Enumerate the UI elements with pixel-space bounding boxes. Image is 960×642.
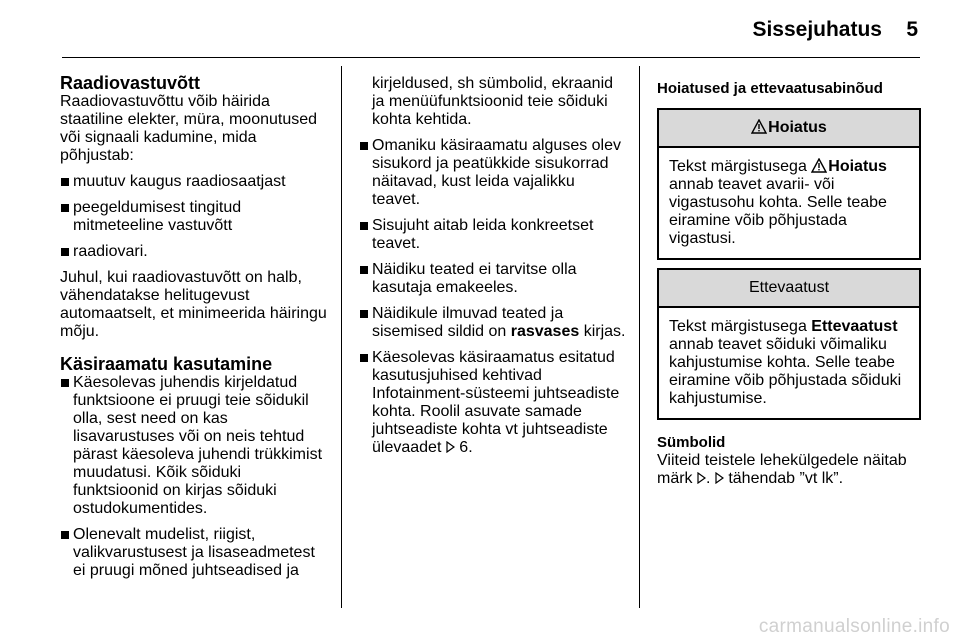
warning-box-title: Hoiatus bbox=[768, 119, 827, 136]
page-number: 5 bbox=[906, 18, 918, 41]
page-reference-arrow-icon[interactable] bbox=[446, 441, 455, 453]
square-bullet bbox=[61, 204, 69, 212]
warning-box-header bbox=[659, 110, 919, 148]
radio-causes-list bbox=[60, 173, 328, 261]
list-item: Näidikule ilmuvad teated ja sisemised sildid on rasvases kirjas. bbox=[359, 305, 627, 341]
section-heading-manual: Käsiraamatu kasutamine bbox=[60, 354, 273, 374]
list-item: Sisujuht aitab leida konkreetset teavet. bbox=[359, 217, 627, 253]
square-bullet bbox=[360, 310, 368, 318]
list-item: Käesolevas juhendis kirjeldatud funktsioone ei pruugi teie sõidukil olla, sest need on kas lisavarustuses või on neis tehtud pärast käesoleva juhendi trükkimist muudatusi. Kõik sõiduki funktsioonid on kirjas sõiduki ostudokumentides. bbox=[60, 374, 328, 518]
list-item: raadiovari. bbox=[60, 243, 328, 261]
square-bullet bbox=[360, 222, 368, 230]
square-bullet bbox=[360, 142, 368, 150]
list-item: Olenevalt mudelist, riigist, valikvarustusest ja lisaseadmetest ei pruugi mõned juhtseadised ja bbox=[60, 526, 328, 580]
section-heading-warnings: Hoiatused ja ettevaatusabinõud bbox=[657, 80, 883, 97]
square-bullet bbox=[61, 531, 69, 539]
caution-box-title: Ettevaatust bbox=[748, 279, 830, 296]
caution-box bbox=[657, 268, 921, 420]
column-divider-2 bbox=[639, 66, 640, 608]
chapter-title: Sissejuhatus bbox=[752, 18, 882, 41]
square-bullet bbox=[360, 266, 368, 274]
list-item: Omaniku käsiraamatu alguses olev sisukord ja peatükkide sisukorrad näitavad, kust leida vajalikku teavet. bbox=[359, 137, 627, 209]
column-1 bbox=[60, 74, 328, 588]
header-rule bbox=[62, 57, 920, 58]
column-2 bbox=[359, 75, 627, 465]
warning-triangle-icon bbox=[751, 119, 767, 134]
section-heading-radio: Raadiovastuvõtt bbox=[60, 73, 201, 93]
square-bullet bbox=[61, 379, 69, 387]
list-item: peegeldumisest tingitud mitmeteeline vastuvõtt bbox=[60, 199, 328, 235]
warning-box bbox=[657, 108, 921, 260]
square-bullet bbox=[61, 178, 69, 186]
column-divider-1 bbox=[341, 66, 342, 608]
page-header bbox=[0, 0, 960, 58]
list-item: Näidiku teated ei tarvitse olla kasutaja emakeeles. bbox=[359, 261, 627, 297]
page-reference-arrow-icon bbox=[715, 472, 724, 484]
list-item: muutuv kaugus raadiosaatjast bbox=[60, 173, 328, 191]
radio-outro: Juhul, kui raadiovastuvõtt on halb, vähendatakse helitugevust automaatselt, et minimeerida häiringu mõju. bbox=[60, 269, 327, 340]
manual-usage-list bbox=[60, 374, 328, 580]
section-heading-symbols: Sümbolid bbox=[657, 434, 726, 451]
square-bullet bbox=[61, 248, 69, 256]
manual-usage-list-continued bbox=[359, 137, 627, 457]
square-bullet bbox=[360, 354, 368, 362]
caution-box-text: Tekst märgistusega Ettevaatust annab teavet sõiduki võimaliku kahjustumise kohta. Selle teabe eiramine võib põhjustada sõiduki kahjustumise. bbox=[669, 318, 902, 407]
warning-box-text: Tekst märgistusega Hoiatus annab teavet avarii- või vigastusohu kohta. Selle teabe eiramine võib põhjustada vigastusi. bbox=[669, 158, 887, 247]
continuation-text: kirjeldused, sh sümbolid, ekraanid ja menüüfunktsioonid teie sõiduki kohta kehtida. bbox=[372, 75, 614, 128]
warning-triangle-icon bbox=[811, 158, 827, 173]
watermark: carmanualsonline.info bbox=[758, 616, 950, 637]
radio-intro: Raadiovastuvõttu võib häirida staatiline elekter, müra, moonutused või signaali kadumine, mida põhjustab: bbox=[60, 93, 318, 164]
column-3 bbox=[657, 80, 921, 496]
caution-box-header bbox=[659, 270, 919, 308]
page-reference-arrow-icon bbox=[697, 472, 706, 484]
list-item: Käesolevas käsiraamatus esitatud kasutusjuhised kehtivad Infotainment-süsteemi juhtseadiste kohta. Roolil asuvate samade juhtseadiste kohta vt juhtseadiste ülevaadet 6. bbox=[359, 349, 627, 457]
symbols-text: Viiteid teistele lehekülgedele näitab märk . tähendab ”vt lk”. bbox=[657, 452, 907, 487]
